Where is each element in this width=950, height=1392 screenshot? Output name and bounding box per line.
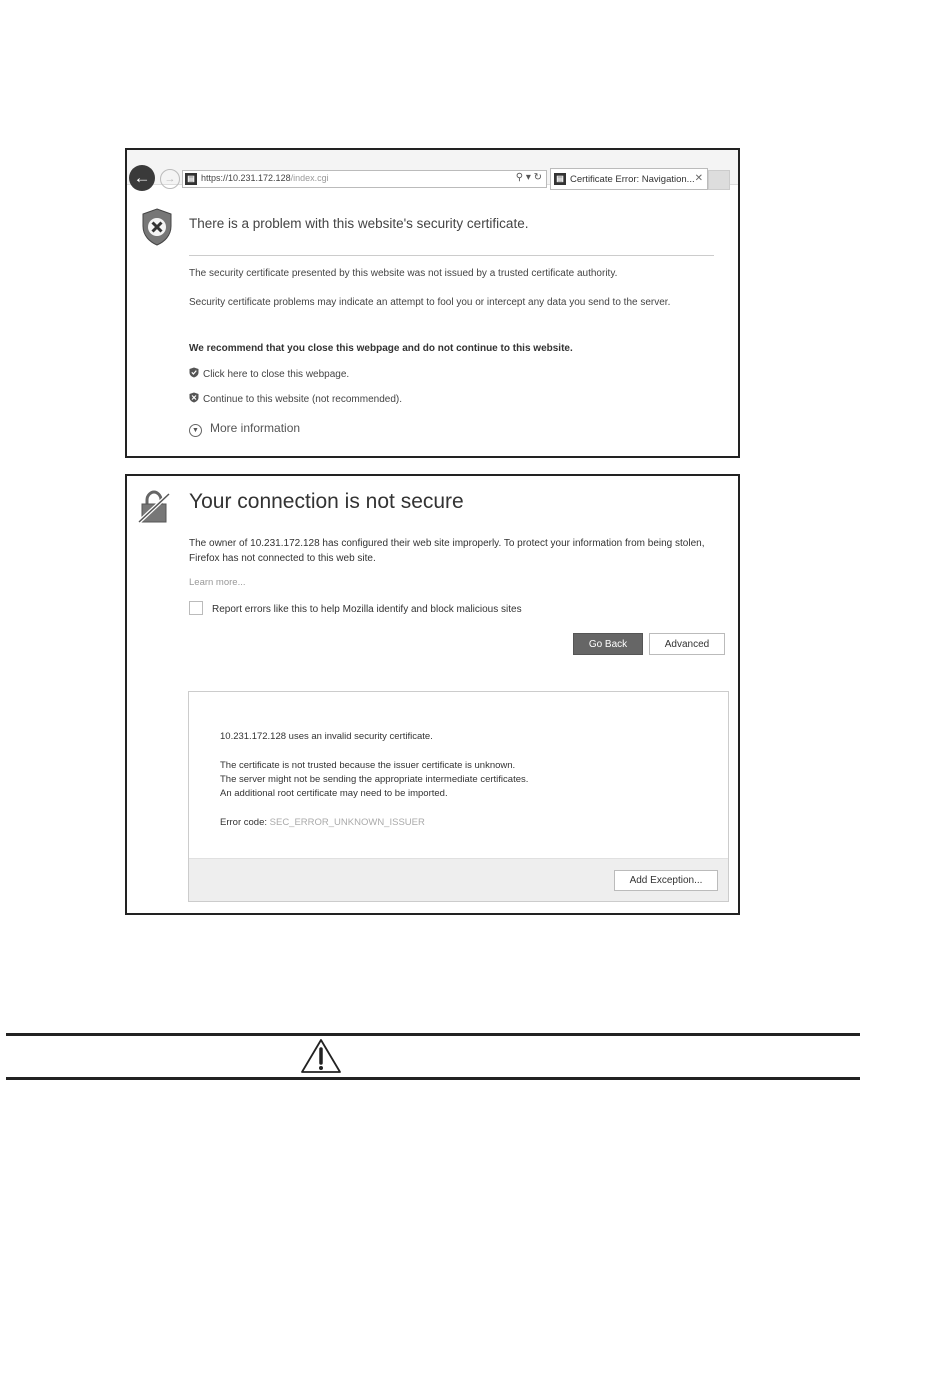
advanced-button[interactable]: Advanced (649, 633, 725, 655)
forward-arrow-icon[interactable]: → (160, 169, 180, 189)
more-information-label: More information (210, 421, 301, 435)
invalid-cert-text: 10.231.172.128 uses an invalid security certificate. (220, 731, 433, 742)
shield-error-icon (141, 208, 173, 246)
tab-title: Certificate Error: Navigation... (570, 174, 695, 185)
root-cert-text: An additional root certificate may need to be imported. (220, 788, 448, 799)
url-host: https://10.231.172.128 (201, 173, 291, 183)
intermediate-cert-text: The server might not be sending the appropriate intermediate certificates. (220, 774, 529, 785)
ie-paragraph-1: The security certificate presented by this website was not issued by a trusted certificate authority. (189, 268, 618, 279)
back-arrow-icon[interactable]: ← (129, 165, 155, 191)
go-back-button[interactable]: Go Back (573, 633, 643, 655)
learn-more-link[interactable]: Learn more... (189, 577, 246, 588)
issuer-unknown-text: The certificate is not trusted because the issuer certificate is unknown. (220, 760, 516, 771)
site-favicon-icon: ▤ (185, 173, 197, 185)
shield-check-icon (189, 367, 199, 378)
new-tab-button[interactable] (708, 170, 730, 190)
ie-certificate-error-screenshot (125, 148, 740, 458)
report-errors-label: Report errors like this to help Mozilla identify and block malicious sites (212, 604, 522, 615)
address-bar[interactable] (182, 170, 547, 188)
error-code-line (220, 817, 425, 828)
error-code-link[interactable]: SEC_ERROR_UNKNOWN_ISSUER (269, 817, 425, 828)
browser-tab[interactable] (550, 168, 708, 190)
advanced-details-panel (188, 691, 729, 902)
details-footer (189, 858, 728, 901)
divider (189, 255, 714, 256)
firefox-error-description: The owner of 10.231.172.128 has configured their web site improperly. To protect your information from being stolen, Firefox has not connected to this web site. (189, 538, 705, 564)
tab-close-icon[interactable]: ✕ (694, 173, 703, 184)
address-url[interactable] (201, 173, 329, 183)
tab-favicon-icon: ▤ (554, 173, 566, 185)
more-information-toggle[interactable] (189, 421, 300, 437)
broken-lock-icon (137, 490, 171, 524)
caution-rule-bottom (6, 1077, 860, 1080)
ie-error-heading: There is a problem with this website's security certificate. (189, 216, 529, 231)
shield-x-icon (189, 392, 199, 403)
firefox-error-heading: Your connection is not secure (189, 490, 464, 513)
close-webpage-link[interactable] (189, 367, 349, 380)
chevron-down-icon: ▼ (189, 424, 202, 437)
search-refresh-icon[interactable]: ⚲ ▾ ↻ (515, 172, 542, 183)
ie-paragraph-2: Security certificate problems may indicate an attempt to fool you or intercept any data you send to the server. (189, 297, 671, 308)
close-webpage-link-label: Click here to close this webpage. (203, 369, 350, 380)
continue-website-link-label: Continue to this website (not recommended). (203, 394, 402, 405)
report-errors-checkbox[interactable] (189, 601, 203, 615)
firefox-insecure-connection-screenshot (125, 474, 740, 915)
warning-triangle-icon (300, 1038, 342, 1074)
url-path: /index.cgi (290, 173, 329, 183)
add-exception-button[interactable]: Add Exception... (614, 870, 718, 891)
caution-rule-top (6, 1033, 860, 1036)
ie-toolbar (127, 150, 738, 185)
continue-website-link[interactable] (189, 392, 402, 405)
ie-recommendation: We recommend that you close this webpage and do not continue to this website. (189, 343, 573, 354)
error-code-label: Error code: (220, 817, 267, 828)
